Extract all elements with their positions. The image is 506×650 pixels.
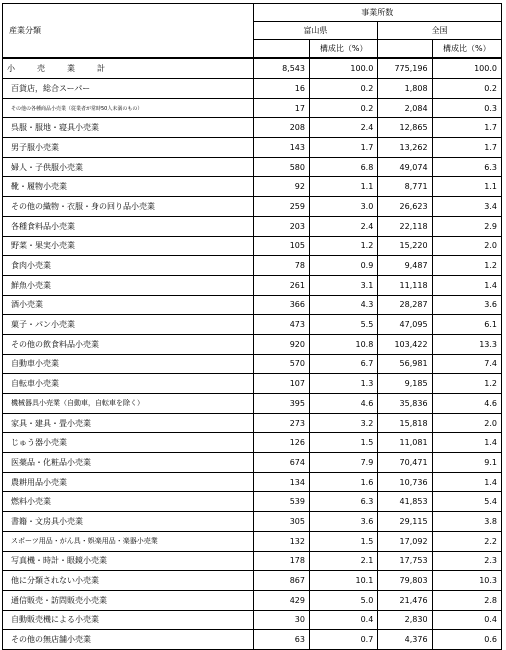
row-toyama-ratio: 0.9: [309, 256, 377, 276]
row-toyama-ratio: 4.6: [309, 394, 377, 414]
row-national-ratio: 1.7: [432, 118, 501, 138]
row-toyama-count: 429: [253, 590, 309, 610]
table-row: [3, 374, 502, 394]
row-label: 燃料小売業: [3, 492, 254, 512]
row-national-count: 41,853: [378, 492, 432, 512]
row-toyama-count: 63: [253, 630, 309, 650]
row-toyama-count: 92: [253, 177, 309, 197]
row-national-ratio: 1.4: [432, 433, 501, 453]
row-toyama-count: 203: [253, 216, 309, 236]
row-national-count: 47,095: [378, 315, 432, 335]
table-row: [3, 118, 502, 138]
row-toyama-ratio: 2.1: [309, 551, 377, 571]
row-toyama-count: 305: [253, 512, 309, 532]
header-row-1: [3, 4, 502, 22]
national-header: 全国: [378, 22, 502, 40]
row-label: その他の飲食料品小売業: [3, 334, 254, 354]
row-national-ratio: 13.3: [432, 334, 501, 354]
table-row: [3, 98, 502, 118]
table-row: [3, 571, 502, 591]
row-national-count: 9,185: [378, 374, 432, 394]
row-national-count: 26,623: [378, 197, 432, 217]
row-national-count: 2,830: [378, 610, 432, 630]
total-toyama: 8,543: [253, 58, 309, 79]
row-toyama-ratio: 6.8: [309, 157, 377, 177]
row-toyama-count: 473: [253, 315, 309, 335]
row-label: 食肉小売業: [3, 256, 254, 276]
row-label: 写真機・時計・眼鏡小売業: [3, 551, 254, 571]
table-row: [3, 394, 502, 414]
row-national-ratio: 3.6: [432, 295, 501, 315]
row-national-ratio: 0.6: [432, 630, 501, 650]
row-label: 自転車小売業: [3, 374, 254, 394]
toyama-ratio-header: 構成比（%）: [309, 40, 377, 59]
row-toyama-count: 261: [253, 275, 309, 295]
row-toyama-count: 107: [253, 374, 309, 394]
row-toyama-ratio: 3.2: [309, 413, 377, 433]
row-national-count: 11,118: [378, 275, 432, 295]
retail-establishments-table: [2, 3, 502, 650]
table-row: [3, 512, 502, 532]
row-toyama-count: 78: [253, 256, 309, 276]
row-label: 農耕用品小売業: [3, 472, 254, 492]
table-row: [3, 256, 502, 276]
row-national-count: 28,287: [378, 295, 432, 315]
row-national-count: 4,376: [378, 630, 432, 650]
row-toyama-ratio: 0.7: [309, 630, 377, 650]
row-national-ratio: 6.1: [432, 315, 501, 335]
row-toyama-ratio: 0.4: [309, 610, 377, 630]
row-national-count: 12,865: [378, 118, 432, 138]
row-national-count: 49,074: [378, 157, 432, 177]
row-label: 野菜・果実小売業: [3, 236, 254, 256]
row-national-ratio: 0.4: [432, 610, 501, 630]
row-national-count: 11,081: [378, 433, 432, 453]
row-national-count: 15,818: [378, 413, 432, 433]
row-toyama-ratio: 1.5: [309, 433, 377, 453]
total-row: [3, 58, 502, 79]
row-national-count: 1,808: [378, 79, 432, 99]
row-toyama-count: 539: [253, 492, 309, 512]
row-label: 機械器具小売業（自動車，自転車を除く）: [3, 394, 254, 414]
row-toyama-count: 395: [253, 394, 309, 414]
row-national-count: 79,803: [378, 571, 432, 591]
row-national-count: 2,084: [378, 98, 432, 118]
row-label: 書籍・文房具小売業: [3, 512, 254, 532]
row-national-ratio: 5.4: [432, 492, 501, 512]
row-national-count: 15,220: [378, 236, 432, 256]
row-toyama-ratio: 1.3: [309, 374, 377, 394]
row-toyama-ratio: 7.9: [309, 453, 377, 473]
row-toyama-ratio: 0.2: [309, 98, 377, 118]
row-national-ratio: 2.3: [432, 551, 501, 571]
table-row: [3, 315, 502, 335]
table-row: [3, 157, 502, 177]
total-toyama-ratio: 100.0: [309, 58, 377, 79]
table-row: [3, 590, 502, 610]
row-toyama-ratio: 1.6: [309, 472, 377, 492]
table-row: [3, 472, 502, 492]
row-toyama-ratio: 3.6: [309, 512, 377, 532]
table-row: [3, 630, 502, 650]
row-toyama-ratio: 2.4: [309, 118, 377, 138]
row-toyama-count: 105: [253, 236, 309, 256]
row-toyama-ratio: 1.2: [309, 236, 377, 256]
row-label: 通信販売・訪問販売小売業: [3, 590, 254, 610]
row-toyama-ratio: 2.4: [309, 216, 377, 236]
row-national-count: 22,118: [378, 216, 432, 236]
total-national: 775,196: [378, 58, 432, 79]
row-national-ratio: 0.2: [432, 79, 501, 99]
row-toyama-count: 570: [253, 354, 309, 374]
row-toyama-ratio: 1.1: [309, 177, 377, 197]
row-label: 菓子・パン小売業: [3, 315, 254, 335]
row-national-ratio: 4.6: [432, 394, 501, 414]
row-label: 自動車小売業: [3, 354, 254, 374]
row-national-ratio: 1.2: [432, 256, 501, 276]
row-national-count: 103,422: [378, 334, 432, 354]
row-national-ratio: 9.1: [432, 453, 501, 473]
row-toyama-count: 208: [253, 118, 309, 138]
row-label: 呉服・服地・寝具小売業: [3, 118, 254, 138]
table-row: [3, 610, 502, 630]
row-national-count: 9,487: [378, 256, 432, 276]
row-toyama-ratio: 10.8: [309, 334, 377, 354]
row-national-ratio: 2.0: [432, 236, 501, 256]
row-label: 家具・建具・畳小売業: [3, 413, 254, 433]
table-row: [3, 138, 502, 158]
row-national-count: 29,115: [378, 512, 432, 532]
table-row: [3, 177, 502, 197]
category-header: 産業分類: [3, 4, 254, 59]
row-toyama-count: 920: [253, 334, 309, 354]
row-national-count: 70,471: [378, 453, 432, 473]
national-count-header: [378, 40, 432, 59]
row-national-ratio: 3.8: [432, 512, 501, 532]
row-toyama-count: 126: [253, 433, 309, 453]
national-ratio-header: 構成比（%）: [432, 40, 501, 59]
row-toyama-ratio: 6.3: [309, 492, 377, 512]
total-label: 小売業計: [3, 58, 254, 79]
row-toyama-count: 580: [253, 157, 309, 177]
row-toyama-ratio: 5.5: [309, 315, 377, 335]
row-national-count: 10,736: [378, 472, 432, 492]
row-toyama-count: 30: [253, 610, 309, 630]
table-row: [3, 354, 502, 374]
row-label: 靴・履物小売業: [3, 177, 254, 197]
table-row: [3, 334, 502, 354]
table-row: [3, 551, 502, 571]
table-row: [3, 453, 502, 473]
table-row: [3, 531, 502, 551]
row-toyama-count: 273: [253, 413, 309, 433]
row-national-ratio: 2.2: [432, 531, 501, 551]
table-row: [3, 79, 502, 99]
row-national-count: 56,981: [378, 354, 432, 374]
row-label: 医薬品・化粧品小売業: [3, 453, 254, 473]
row-label: 婦人・子供服小売業: [3, 157, 254, 177]
table-row: [3, 492, 502, 512]
row-national-ratio: 1.4: [432, 472, 501, 492]
row-national-count: 17,092: [378, 531, 432, 551]
row-national-ratio: 2.0: [432, 413, 501, 433]
row-toyama-count: 143: [253, 138, 309, 158]
row-label: 酒小売業: [3, 295, 254, 315]
row-toyama-count: 178: [253, 551, 309, 571]
row-toyama-count: 366: [253, 295, 309, 315]
row-toyama-count: 259: [253, 197, 309, 217]
table-row: [3, 413, 502, 433]
row-label: 自動販売機による小売業: [3, 610, 254, 630]
row-toyama-ratio: 4.3: [309, 295, 377, 315]
row-toyama-count: 867: [253, 571, 309, 591]
table-row: [3, 275, 502, 295]
row-toyama-count: 674: [253, 453, 309, 473]
row-toyama-ratio: 5.0: [309, 590, 377, 610]
row-toyama-count: 134: [253, 472, 309, 492]
row-national-ratio: 3.4: [432, 197, 501, 217]
toyama-count-header: [253, 40, 309, 59]
row-toyama-ratio: 0.2: [309, 79, 377, 99]
establishments-header: 事業所数: [253, 4, 501, 22]
row-label: 他に分類されない小売業: [3, 571, 254, 591]
row-label: その他の各種商品小売業（従業者が常時50人未満のもの）: [3, 98, 254, 118]
row-toyama-ratio: 10.1: [309, 571, 377, 591]
row-national-ratio: 1.7: [432, 138, 501, 158]
row-toyama-count: 132: [253, 531, 309, 551]
row-national-ratio: 2.8: [432, 590, 501, 610]
table-row: [3, 197, 502, 217]
toyama-header: 富山県: [253, 22, 378, 40]
row-national-ratio: 0.3: [432, 98, 501, 118]
row-national-ratio: 7.4: [432, 354, 501, 374]
row-label: スポーツ用品・がん具・娯楽用品・楽器小売業: [3, 531, 254, 551]
row-toyama-count: 16: [253, 79, 309, 99]
table-row: [3, 433, 502, 453]
row-toyama-count: 17: [253, 98, 309, 118]
row-toyama-ratio: 3.1: [309, 275, 377, 295]
row-label: その他の無店舗小売業: [3, 630, 254, 650]
row-label: じゅう器小売業: [3, 433, 254, 453]
row-national-count: 8,771: [378, 177, 432, 197]
row-toyama-ratio: 3.0: [309, 197, 377, 217]
row-national-count: 35,836: [378, 394, 432, 414]
row-national-ratio: 1.2: [432, 374, 501, 394]
row-label: 男子服小売業: [3, 138, 254, 158]
row-label: その他の織物・衣服・身の回り品小売業: [3, 197, 254, 217]
table-row: [3, 236, 502, 256]
row-label: 鮮魚小売業: [3, 275, 254, 295]
row-national-ratio: 6.3: [432, 157, 501, 177]
row-national-ratio: 2.9: [432, 216, 501, 236]
row-label: 百貨店，総合スーパー: [3, 79, 254, 99]
row-national-count: 17,753: [378, 551, 432, 571]
total-national-ratio: 100.0: [432, 58, 501, 79]
row-national-count: 21,476: [378, 590, 432, 610]
row-national-ratio: 1.1: [432, 177, 501, 197]
row-national-count: 13,262: [378, 138, 432, 158]
row-toyama-ratio: 1.7: [309, 138, 377, 158]
table-row: [3, 295, 502, 315]
row-toyama-ratio: 1.5: [309, 531, 377, 551]
row-national-ratio: 10.3: [432, 571, 501, 591]
row-national-ratio: 1.4: [432, 275, 501, 295]
table-row: [3, 216, 502, 236]
row-label: 各種食料品小売業: [3, 216, 254, 236]
row-toyama-ratio: 6.7: [309, 354, 377, 374]
